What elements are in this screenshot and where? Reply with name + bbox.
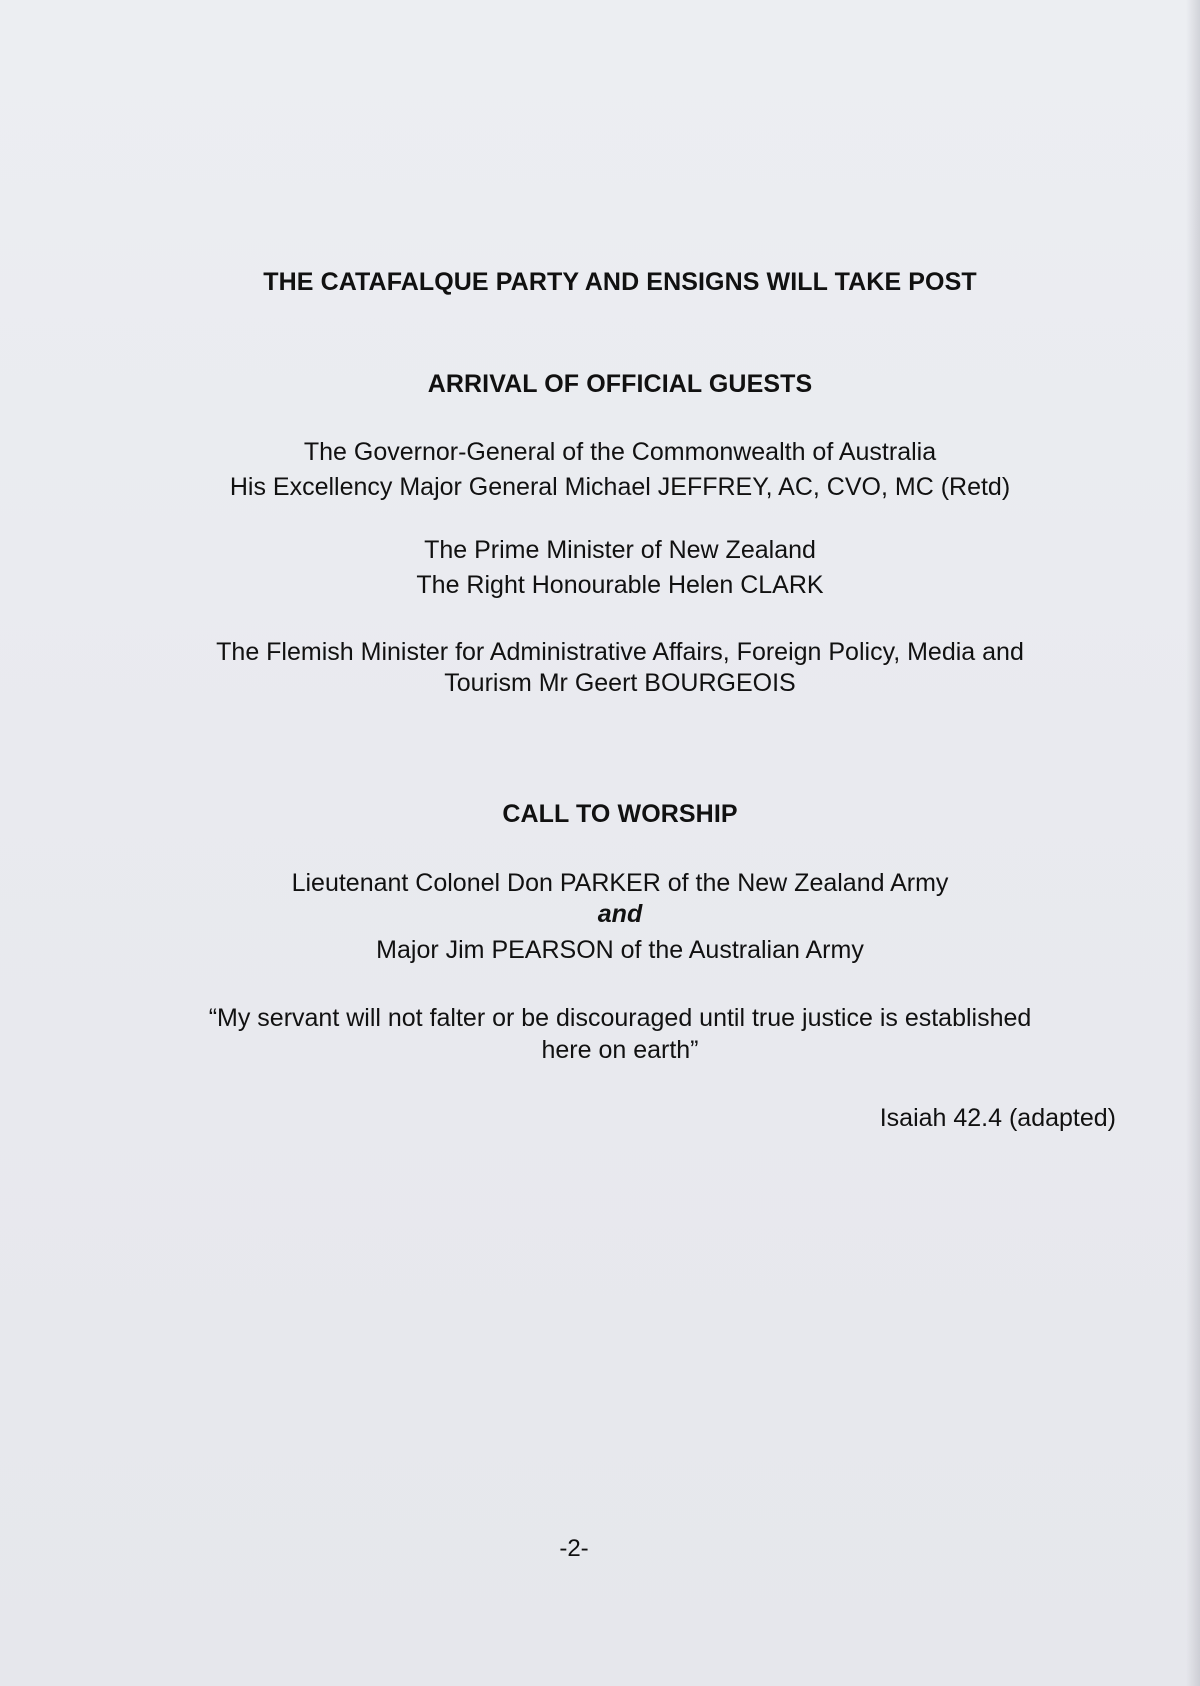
catafalque-heading: THE CATAFALQUE PARTY AND ENSIGNS WILL TAKE POST	[263, 268, 977, 296]
scripture-quote-line-1: “My servant will not falter or be discouraged until true justice is established	[208, 1004, 1032, 1032]
page-number: -2-	[559, 1535, 589, 1562]
guest-3-title: The Flemish Minister for Administrative Affairs, Foreign Policy, Media and	[216, 638, 1024, 666]
worship-heading: CALL TO WORSHIP	[502, 800, 738, 828]
guest-2-name: The Right Honourable Helen CLARK	[416, 571, 824, 599]
guest-3-name: Tourism Mr Geert BOURGEOIS	[444, 669, 796, 697]
arrival-heading: ARRIVAL OF OFFICIAL GUESTS	[427, 370, 813, 398]
scripture-citation: Isaiah 42.4 (adapted)	[879, 1104, 1116, 1132]
scripture-quote	[150, 1002, 1090, 1066]
officiant-2: Major Jim PEARSON of the Australian Army	[376, 936, 864, 964]
guest-2-title: The Prime Minister of New Zealand	[424, 536, 816, 564]
guest-1-title: The Governor-General of the Commonwealth of Australia	[303, 438, 937, 466]
guest-1-name: His Excellency Major General Michael JEFFREY, AC, CVO, MC (Retd)	[229, 473, 1011, 501]
officiant-1: Lieutenant Colonel Don PARKER of the New Zealand Army	[291, 869, 949, 897]
officiant-conjunction: and	[597, 900, 643, 928]
scripture-quote-line-2: here on earth”	[541, 1036, 699, 1064]
